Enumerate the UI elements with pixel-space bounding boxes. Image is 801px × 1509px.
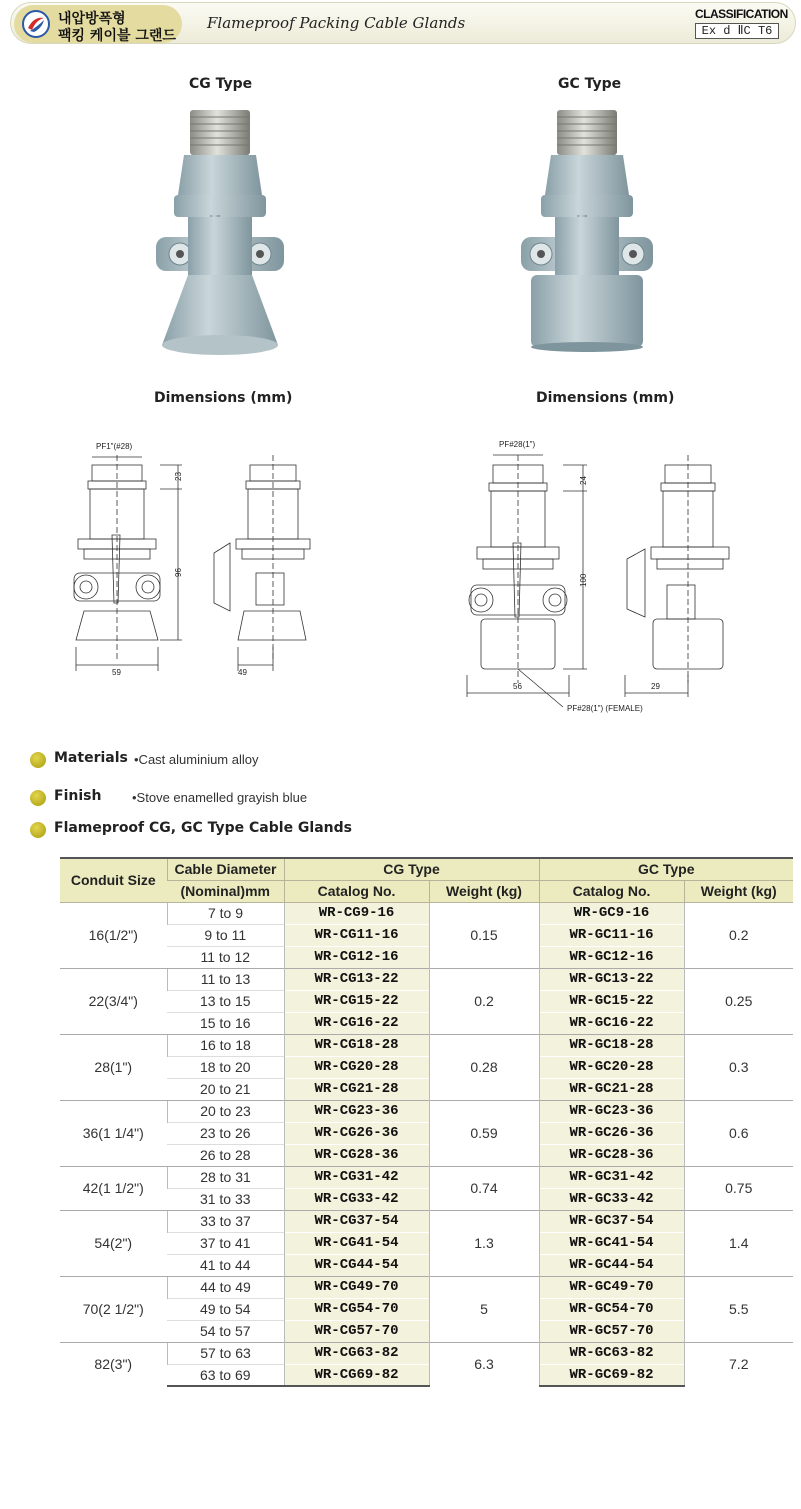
cg-catalog-cell: WR-CG57-70 [284, 1320, 429, 1342]
cg-catalog-cell: WR-CG12-16 [284, 946, 429, 968]
gc-dimension-drawing [455, 435, 755, 715]
gc-dimensions-title: Dimensions (mm) [536, 390, 675, 406]
cg-catalog-cell: WR-CG15-22 [284, 990, 429, 1012]
table-row [60, 1342, 793, 1364]
page-title: Flameproof Packing Cable Glands [207, 14, 466, 32]
table-row [60, 1276, 793, 1298]
cable-diameter-cell: 20 to 21 [167, 1078, 284, 1100]
table-row [60, 902, 793, 924]
table-row [60, 1144, 793, 1166]
gc-catalog-cell: WR-GC21-28 [539, 1078, 684, 1100]
header-gc-weight: Weight (kg) [684, 880, 793, 902]
table-row [60, 1298, 793, 1320]
gc-catalog-cell: WR-GC69-82 [539, 1364, 684, 1386]
conduit-size-cell: 36(1 1/4") [60, 1100, 167, 1166]
table-row [60, 1364, 793, 1386]
brand-logo [14, 5, 182, 43]
gc-top-dim: 24 [579, 476, 588, 485]
cable-diameter-cell: 44 to 49 [167, 1276, 284, 1298]
brand-mark-icon [22, 10, 50, 38]
gc-catalog-cell: WR-GC20-28 [539, 1056, 684, 1078]
bullet-dot-icon [30, 822, 46, 838]
cable-diameter-cell: 26 to 28 [167, 1144, 284, 1166]
table-row [60, 1320, 793, 1342]
cable-diameter-cell: 13 to 15 [167, 990, 284, 1012]
gc-type-title: GC Type [558, 76, 622, 92]
cg-catalog-cell: WR-CG23-36 [284, 1100, 429, 1122]
table-heading: Flameproof CG, GC Type Cable Glands [54, 820, 352, 836]
table-row [60, 1100, 793, 1122]
cg-catalog-cell: WR-CG69-82 [284, 1364, 429, 1386]
gc-front-width-dim: 56 [513, 682, 522, 691]
conduit-size-cell: 22(3/4") [60, 968, 167, 1034]
table-row [60, 924, 793, 946]
gc-catalog-cell: WR-GC26-36 [539, 1122, 684, 1144]
cg-top-dim: 23 [174, 472, 183, 481]
table-row [60, 1012, 793, 1034]
cg-catalog-cell: WR-CG63-82 [284, 1342, 429, 1364]
cable-diameter-cell: 28 to 31 [167, 1166, 284, 1188]
table-row [60, 1034, 793, 1056]
conduit-size-cell: 28(1") [60, 1034, 167, 1100]
gc-catalog-cell: WR-GC41-54 [539, 1232, 684, 1254]
conduit-size-cell: 70(2 1/2") [60, 1276, 167, 1342]
cable-diameter-cell: 9 to 11 [167, 924, 284, 946]
header-cable-diameter: Cable Diameter [167, 858, 284, 880]
materials-value: •Cast aluminium alloy [134, 752, 259, 767]
cg-weight-cell: 0.15 [429, 902, 539, 968]
gc-catalog-cell: WR-GC11-16 [539, 924, 684, 946]
gc-catalog-cell: WR-GC44-54 [539, 1254, 684, 1276]
gc-female-thread-label: PF#28(1") (FEMALE) [567, 704, 643, 713]
cg-front-width-dim: 59 [112, 668, 121, 677]
table-row [60, 1210, 793, 1232]
cg-weight-cell: 0.74 [429, 1166, 539, 1210]
gc-catalog-cell: WR-GC23-36 [539, 1100, 684, 1122]
cg-catalog-cell: WR-CG44-54 [284, 1254, 429, 1276]
cg-dimension-drawing [60, 435, 320, 680]
header-gc-type: GC Type [539, 858, 793, 880]
cg-catalog-cell: WR-CG13-22 [284, 968, 429, 990]
header-cg-weight: Weight (kg) [429, 880, 539, 902]
cable-diameter-cell: 54 to 57 [167, 1320, 284, 1342]
finish-value: •Stove enamelled grayish blue [132, 790, 308, 805]
gc-catalog-cell: WR-GC63-82 [539, 1342, 684, 1364]
table-row [60, 1056, 793, 1078]
cg-dimensions-title: Dimensions (mm) [154, 390, 293, 406]
cg-catalog-cell: WR-CG54-70 [284, 1298, 429, 1320]
cg-catalog-cell: WR-CG28-36 [284, 1144, 429, 1166]
table-row [60, 1078, 793, 1100]
table-row [60, 1254, 793, 1276]
gc-weight-cell: 0.2 [684, 902, 793, 968]
gc-weight-cell: 0.3 [684, 1034, 793, 1100]
table-row [60, 1166, 793, 1188]
gc-catalog-cell: WR-GC57-70 [539, 1320, 684, 1342]
gc-catalog-cell: WR-GC9-16 [539, 902, 684, 924]
header-cg-type: CG Type [284, 858, 539, 880]
gc-catalog-cell: WR-GC28-36 [539, 1144, 684, 1166]
cable-diameter-cell: 23 to 26 [167, 1122, 284, 1144]
conduit-size-cell: 16(1/2") [60, 902, 167, 968]
gc-catalog-cell: WR-GC15-22 [539, 990, 684, 1012]
bullet-dot-icon [30, 752, 46, 768]
gc-side-width-dim: 29 [651, 682, 660, 691]
classification-label: CLASSIFICATION [695, 7, 788, 21]
gc-catalog-cell: WR-GC13-22 [539, 968, 684, 990]
header-nominal: (Nominal)mm [167, 880, 284, 902]
cg-weight-cell: 5 [429, 1276, 539, 1342]
cable-diameter-cell: 15 to 16 [167, 1012, 284, 1034]
cable-diameter-cell: 37 to 41 [167, 1232, 284, 1254]
cg-weight-cell: 0.2 [429, 968, 539, 1034]
table-row [60, 1122, 793, 1144]
cable-diameter-cell: 11 to 13 [167, 968, 284, 990]
gc-weight-cell: 0.75 [684, 1166, 793, 1210]
cable-diameter-cell: 20 to 23 [167, 1100, 284, 1122]
table-row [60, 1188, 793, 1210]
gc-catalog-cell: WR-GC31-42 [539, 1166, 684, 1188]
table-heading-row [30, 820, 430, 840]
cg-weight-cell: 0.28 [429, 1034, 539, 1100]
cg-catalog-cell: WR-CG31-42 [284, 1166, 429, 1188]
classification-box [695, 7, 788, 39]
logo-text-line2: 팩킹 케이블 그랜드 [58, 28, 176, 44]
gc-catalog-cell: WR-GC18-28 [539, 1034, 684, 1056]
cg-height-dim: 96 [174, 568, 183, 577]
cable-diameter-cell: 11 to 12 [167, 946, 284, 968]
gc-catalog-cell: WR-GC54-70 [539, 1298, 684, 1320]
cable-diameter-cell: 41 to 44 [167, 1254, 284, 1276]
gc-weight-cell: 0.25 [684, 968, 793, 1034]
header-conduit-size: Conduit Size [60, 858, 167, 902]
page-header [10, 2, 796, 44]
gc-catalog-cell: WR-GC49-70 [539, 1276, 684, 1298]
materials-label: Materials [54, 750, 128, 766]
header-cg-catalog: Catalog No. [284, 880, 429, 902]
cable-diameter-cell: 16 to 18 [167, 1034, 284, 1056]
cable-diameter-cell: 33 to 37 [167, 1210, 284, 1232]
cable-gland-spec-table [60, 857, 793, 1387]
header-gc-catalog: Catalog No. [539, 880, 684, 902]
table-row [60, 968, 793, 990]
cg-catalog-cell: WR-CG18-28 [284, 1034, 429, 1056]
table-row [60, 990, 793, 1012]
cg-weight-cell: 0.59 [429, 1100, 539, 1166]
cg-catalog-cell: WR-CG20-28 [284, 1056, 429, 1078]
conduit-size-cell: 82(3") [60, 1342, 167, 1386]
cg-catalog-cell: WR-CG11-16 [284, 924, 429, 946]
cg-catalog-cell: WR-CG37-54 [284, 1210, 429, 1232]
conduit-size-cell: 42(1 1/2") [60, 1166, 167, 1210]
cable-diameter-cell: 57 to 63 [167, 1342, 284, 1364]
cg-catalog-cell: WR-CG26-36 [284, 1122, 429, 1144]
cg-catalog-cell: WR-CG9-16 [284, 902, 429, 924]
gc-catalog-cell: WR-GC37-54 [539, 1210, 684, 1232]
cg-weight-cell: 6.3 [429, 1342, 539, 1386]
conduit-size-cell: 54(2") [60, 1210, 167, 1276]
bullet-dot-icon [30, 790, 46, 806]
table-row [60, 1232, 793, 1254]
cg-type-title: CG Type [189, 76, 253, 92]
gc-weight-cell: 0.6 [684, 1100, 793, 1166]
cable-diameter-cell: 18 to 20 [167, 1056, 284, 1078]
cg-side-width-dim: 49 [238, 668, 247, 677]
cable-diameter-cell: 63 to 69 [167, 1364, 284, 1386]
logo-text-line1: 내압방폭형 [58, 11, 126, 27]
cg-catalog-cell: WR-CG16-22 [284, 1012, 429, 1034]
finish-row [30, 788, 430, 808]
cg-catalog-cell: WR-CG21-28 [284, 1078, 429, 1100]
cg-catalog-cell: WR-CG41-54 [284, 1232, 429, 1254]
gc-weight-cell: 7.2 [684, 1342, 793, 1386]
finish-label: Finish [54, 788, 102, 804]
gc-catalog-cell: WR-GC12-16 [539, 946, 684, 968]
cable-diameter-cell: 31 to 33 [167, 1188, 284, 1210]
cable-diameter-cell: 49 to 54 [167, 1298, 284, 1320]
gc-weight-cell: 5.5 [684, 1276, 793, 1342]
table-row [60, 946, 793, 968]
gc-catalog-cell: WR-GC33-42 [539, 1188, 684, 1210]
gc-weight-cell: 1.4 [684, 1210, 793, 1276]
cg-type-photo [150, 105, 290, 360]
cg-weight-cell: 1.3 [429, 1210, 539, 1276]
gc-type-photo [517, 105, 657, 355]
gc-height-dim: 100 [579, 573, 588, 587]
cg-thread-label: PF1"(#28) [96, 442, 133, 451]
gc-catalog-cell: WR-GC16-22 [539, 1012, 684, 1034]
cg-catalog-cell: WR-CG33-42 [284, 1188, 429, 1210]
cable-diameter-cell: 7 to 9 [167, 902, 284, 924]
gc-thread-label: PF#28(1") [499, 440, 536, 449]
materials-row [30, 750, 430, 770]
classification-value: Ex d ⅡC T6 [695, 23, 779, 39]
cg-catalog-cell: WR-CG49-70 [284, 1276, 429, 1298]
